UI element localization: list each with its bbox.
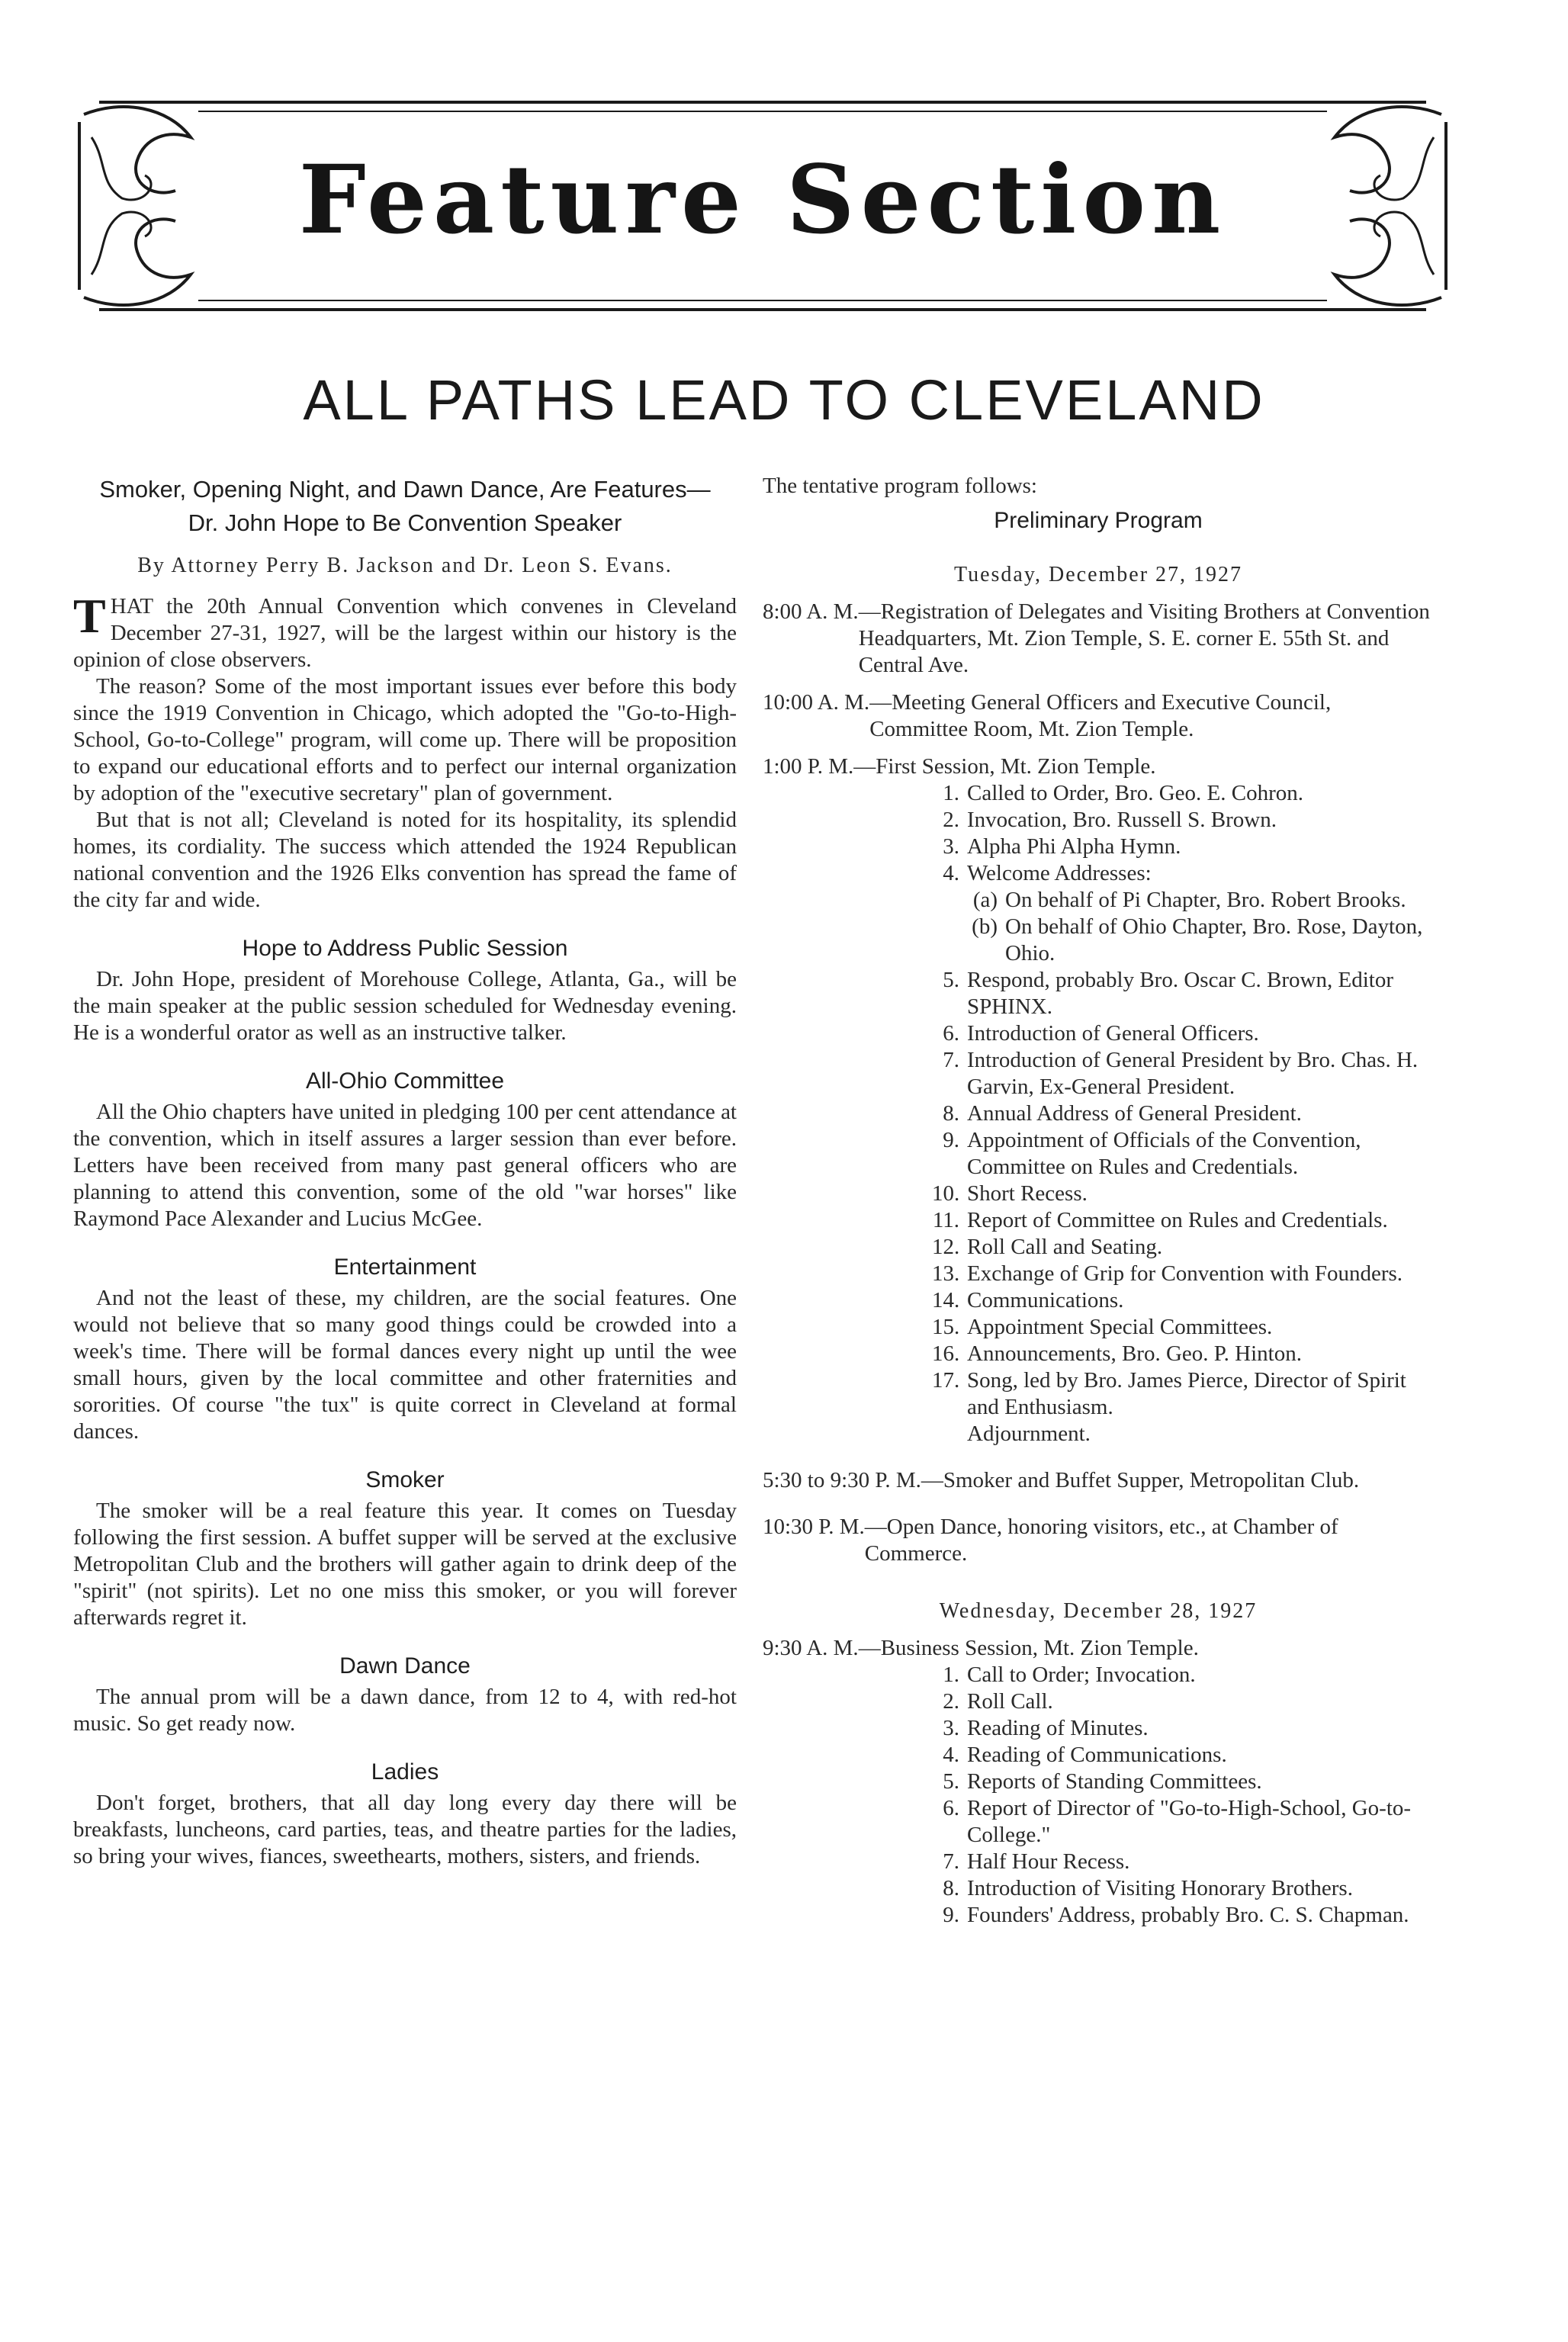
list-item bbox=[932, 1207, 1434, 1234]
item-text: Song, led by Bro. James Pierce, Director of Spirit and Enthusiasm. bbox=[967, 1368, 1406, 1419]
item-text: On behalf of Pi Chapter, Bro. Robert Brooks. bbox=[1005, 888, 1406, 912]
item-number: 11. bbox=[932, 1208, 959, 1232]
list-item bbox=[932, 1100, 1434, 1127]
item-number: 15. bbox=[932, 1315, 960, 1339]
program-entry bbox=[763, 1635, 1434, 1662]
entry-desc: —Open Dance, honoring visitors, etc., at Chamber of Commerce. bbox=[864, 1515, 1338, 1566]
drop-cap: T bbox=[73, 589, 106, 643]
item-number: 17. bbox=[932, 1368, 960, 1393]
entry-time: 8:00 A. M. bbox=[763, 599, 859, 624]
list-item bbox=[932, 807, 1434, 834]
section-body: Don't forget, brothers, that all day long every day there will be breakfasts, luncheons, card parties, teas, and theatre parties for the ladies, so bring your wives, fiances, sweethearts, mothers, sisters, and friends. bbox=[73, 1791, 737, 1868]
program-entry bbox=[763, 1467, 1434, 1494]
section-body: The annual prom will be a dawn dance, from 12 to 4, with red-hot music. So get ready now. bbox=[73, 1685, 737, 1736]
item-number: 7. bbox=[943, 1849, 959, 1874]
day-heading: Wednesday, December 28, 1927 bbox=[939, 1599, 1258, 1623]
item-number: 16. bbox=[932, 1341, 960, 1366]
program-entry bbox=[763, 753, 1434, 780]
program-title: Preliminary Program bbox=[994, 508, 1203, 533]
entry-time: 5:30 to 9:30 P. M. bbox=[763, 1468, 921, 1492]
item-text: Alpha Phi Alpha Hymn. bbox=[967, 834, 1181, 859]
item-text: Roll Call and Seating. bbox=[967, 1235, 1163, 1259]
item-text: On behalf of Ohio Chapter, Bro. Rose, Dayton, Ohio. bbox=[1005, 914, 1423, 965]
item-text: Report of Committee on Rules and Credentials. bbox=[967, 1208, 1388, 1232]
list-item bbox=[932, 1662, 1434, 1688]
item-text: Founders' Address, probably Bro. C. S. Chapman. bbox=[967, 1903, 1409, 1927]
list-item bbox=[932, 780, 1434, 807]
item-text: Roll Call. bbox=[967, 1689, 1053, 1714]
item-text: Short Recess. bbox=[967, 1181, 1088, 1206]
item-number: 9. bbox=[943, 1903, 959, 1927]
item-number: 6. bbox=[943, 1796, 959, 1820]
list-item bbox=[932, 860, 1434, 887]
list-item bbox=[932, 967, 1434, 1020]
item-text: Report of Director of "Go-to-High-School, Go-to-College." bbox=[967, 1796, 1412, 1847]
item-number: 5. bbox=[943, 968, 959, 992]
main-headline: ALL PATHS LEAD TO CLEVELAND bbox=[303, 368, 1265, 432]
item-number: 2. bbox=[943, 1689, 959, 1714]
item-number: 8. bbox=[943, 1101, 959, 1126]
item-number: 6. bbox=[943, 1021, 959, 1046]
list-item bbox=[932, 1020, 1434, 1047]
item-text: Invocation, Bro. Russell S. Brown. bbox=[967, 808, 1277, 832]
list-item bbox=[932, 1769, 1434, 1795]
item-number: 3. bbox=[943, 1716, 959, 1740]
item-text: Reading of Minutes. bbox=[967, 1716, 1149, 1740]
paragraph: But that is not all; Cleveland is noted for its hospitality, its splendid homes, its cordiality. The success which attended the 1924 Republican national convention and the 1926 Elks convention has spread the fame of the city far and wide. bbox=[73, 808, 737, 912]
section-heading: Hope to Address Public Session bbox=[242, 936, 568, 961]
item-text: Reports of Standing Committees. bbox=[967, 1769, 1262, 1794]
item-number: 4. bbox=[943, 1743, 959, 1767]
list-item bbox=[932, 1127, 1434, 1181]
item-text: Exchange of Grip for Convention with Founders. bbox=[967, 1261, 1403, 1286]
item-text: Appointment of Officials of the Convention, Committee on Rules and Credentials. bbox=[967, 1128, 1361, 1179]
list-item bbox=[932, 1715, 1434, 1742]
list-item bbox=[932, 1181, 1434, 1207]
entry-time: 1:00 P. M. bbox=[763, 754, 854, 779]
item-number: (a) bbox=[972, 888, 998, 912]
item-text: Announcements, Bro. Geo. P. Hinton. bbox=[967, 1341, 1302, 1366]
list-item bbox=[932, 1742, 1434, 1769]
list-item bbox=[932, 1849, 1434, 1875]
list-item bbox=[932, 1902, 1434, 1929]
section-heading: Entertainment bbox=[333, 1255, 477, 1280]
program-intro: The tentative program follows: bbox=[763, 474, 1037, 498]
list-item bbox=[932, 1341, 1434, 1367]
sub-item bbox=[967, 914, 1434, 967]
list-item bbox=[932, 1314, 1434, 1341]
article-column bbox=[73, 473, 737, 1870]
entry-desc: —First Session, Mt. Zion Temple. bbox=[853, 754, 1156, 779]
program-entry bbox=[763, 599, 1434, 679]
entry-time: 10:30 P. M. bbox=[763, 1515, 865, 1539]
lead-text: HAT the 20th Annual Convention which convenes in Cleveland December 27-31, 1927, will be the largest within our history is the opinion of close observers. bbox=[73, 594, 737, 672]
section-heading: Smoker bbox=[365, 1467, 445, 1492]
item-text: Annual Address of General President. bbox=[967, 1101, 1302, 1126]
section-heading: Ladies bbox=[371, 1759, 439, 1785]
program-entry bbox=[763, 689, 1434, 743]
list-item bbox=[932, 1795, 1434, 1849]
section-heading: Dawn Dance bbox=[339, 1653, 471, 1679]
item-text: Called to Order, Bro. Geo. E. Cohron. bbox=[967, 781, 1304, 805]
item-number: 4. bbox=[943, 861, 959, 885]
program-column bbox=[763, 473, 1434, 1929]
list-item bbox=[932, 1287, 1434, 1314]
agenda-list bbox=[932, 1662, 1434, 1929]
item-text: Communications. bbox=[967, 1288, 1124, 1312]
list-item bbox=[932, 1367, 1434, 1421]
section-body: Dr. John Hope, president of Morehouse College, Atlanta, Ga., will be the main speaker at the public session scheduled for Wednesday evening. He is a wonderful orator as well as an instructive talker. bbox=[73, 967, 737, 1045]
paragraph: The reason? Some of the most important issues ever before this body since the 1919 Convention in Chicago, which adopted the "Go-to-High-School, Go-to-College" program, will come up. There will be proposition to expand our educational efforts and to perfect our internal organization by adoption of the "executive secretary" plan of government. bbox=[73, 674, 737, 805]
entry-desc: —Business Session, Mt. Zion Temple. bbox=[858, 1636, 1199, 1660]
item-number: 9. bbox=[943, 1128, 959, 1152]
item-number: (b) bbox=[972, 914, 998, 939]
list-item bbox=[932, 1047, 1434, 1100]
article-subhead: Smoker, Opening Night, and Dawn Dance, Are Features—Dr. John Hope to Be Convention Speaker bbox=[99, 476, 711, 536]
item-number: 14. bbox=[932, 1288, 960, 1312]
entry-desc: —Registration of Delegates and Visiting Brothers at Convention Headquarters, Mt. Zion Temple, S. E. corner E. 55th St. and Central Ave. bbox=[858, 599, 1430, 677]
section-body: All the Ohio chapters have united in pledging 100 per cent attendance at the convention, which in itself assures a larger session than ever before. Letters have been received from many past general officers who are planning to attend this convention, some of the old "war horses" like Raymond Pace Alexander and Lucius McGee. bbox=[73, 1100, 737, 1231]
item-text: Reading of Communications. bbox=[967, 1743, 1227, 1767]
item-number: 3. bbox=[943, 834, 959, 859]
entry-time: 10:00 A. M. bbox=[763, 690, 870, 715]
section-body: And not the least of these, my children, are the social features. One would not believe that so many good things could be crowded into a week's time. There will be formal dances every night up until the wee small hours, given by the local committee and other fraternities and sororities. Of course "the tux" is quite correct in Cleveland at formal dances. bbox=[73, 1286, 737, 1444]
item-number: 13. bbox=[932, 1261, 960, 1286]
item-text: Introduction of General President by Bro. Chas. H. Garvin, Ex-General President. bbox=[967, 1048, 1419, 1099]
lead-paragraph bbox=[73, 589, 737, 673]
item-number bbox=[932, 1421, 959, 1447]
byline: By Attorney Perry B. Jackson and Dr. Leon S. Evans. bbox=[137, 554, 673, 577]
item-text: Introduction of General Officers. bbox=[967, 1021, 1259, 1046]
item-text: Call to Order; Invocation. bbox=[967, 1663, 1196, 1687]
adjournment: Adjournment. bbox=[967, 1422, 1091, 1446]
item-number: 5. bbox=[943, 1769, 959, 1794]
banner-title: Feature Section bbox=[298, 145, 1227, 255]
entry-desc: —Meeting General Officers and Executive Council, Committee Room, Mt. Zion Temple. bbox=[869, 690, 1332, 741]
item-number: 2. bbox=[943, 808, 959, 832]
list-item bbox=[932, 1261, 1434, 1287]
day-heading: Tuesday, December 27, 1927 bbox=[953, 563, 1243, 586]
item-text: Introduction of Visiting Honorary Brothers. bbox=[967, 1876, 1353, 1900]
program-entry bbox=[763, 1514, 1434, 1567]
section-heading: All-Ohio Committee bbox=[305, 1068, 505, 1094]
list-item bbox=[932, 834, 1434, 860]
item-number: 1. bbox=[943, 781, 959, 805]
agenda-list bbox=[932, 780, 1434, 1447]
list-item bbox=[932, 1688, 1434, 1715]
sub-item bbox=[967, 887, 1434, 914]
feature-banner bbox=[76, 92, 1449, 320]
list-item bbox=[932, 1421, 1434, 1447]
entry-desc: —Smoker and Buffet Supper, Metropolitan Club. bbox=[921, 1468, 1360, 1492]
item-number: 7. bbox=[943, 1048, 959, 1072]
section-body: The smoker will be a real feature this year. It comes on Tuesday following the first session. A buffet supper will be served at the exclusive Metropolitan Club and the brothers will gather again to drink deep of the "spirit" (not spirits). Let no one miss this smoker, or you will forever afterwards regret it. bbox=[73, 1499, 737, 1630]
item-text: Welcome Addresses: bbox=[967, 861, 1152, 885]
entry-time: 9:30 A. M. bbox=[763, 1636, 859, 1660]
item-number: 10. bbox=[932, 1181, 960, 1206]
item-number: 12. bbox=[932, 1235, 960, 1259]
list-item bbox=[932, 1875, 1434, 1902]
item-number: 1. bbox=[943, 1663, 959, 1687]
item-text: Appointment Special Committees. bbox=[967, 1315, 1273, 1339]
item-text: Half Hour Recess. bbox=[967, 1849, 1130, 1874]
item-number: 8. bbox=[943, 1876, 959, 1900]
list-item bbox=[932, 1234, 1434, 1261]
item-text: Respond, probably Bro. Oscar C. Brown, Editor SPHINX. bbox=[967, 968, 1393, 1019]
